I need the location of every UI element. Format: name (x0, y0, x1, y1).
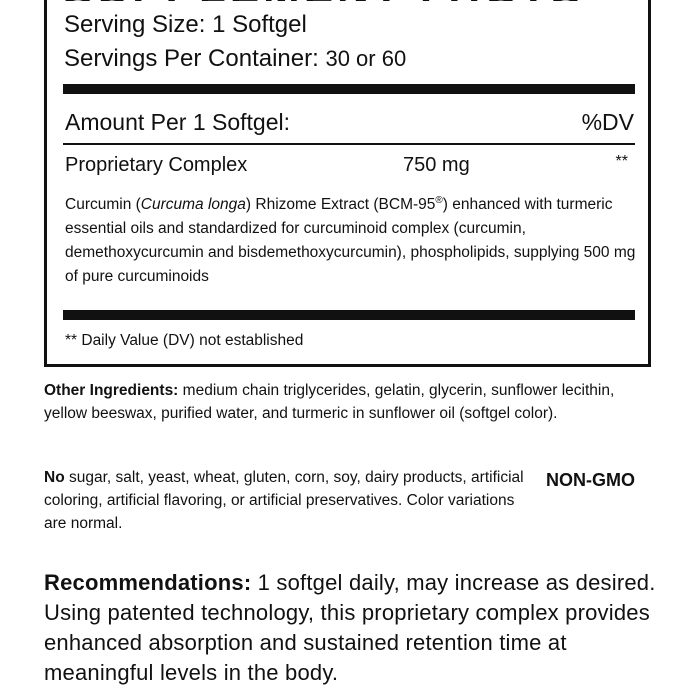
supplement-facts-panel (44, 0, 651, 367)
recommendations (44, 568, 664, 688)
registered-mark: ® (435, 195, 443, 206)
recommendations-text: 1 softgel daily, may increase as desired. Using patented technology, this proprietary complex provides enhanced absorption and sustained retention time at meaningful levels in the body. (44, 570, 656, 685)
ingredient-amount: 750 mg (403, 154, 470, 176)
thin-divider (63, 143, 635, 145)
daily-value-header: %DV (581, 109, 634, 135)
servings-per-container-value: 30 or 60 (325, 46, 407, 71)
thick-divider-top (63, 84, 635, 94)
description-part-2: ) Rhizome Extract (BCM-95 (245, 196, 436, 214)
description-part-1: Curcumin ( (65, 196, 141, 214)
description-part-3: ) enhanced with turmeric essential oils and standardized for curcuminoid complex (curcumin, demethoxycurcumin and bisdemethoxycurcumin), phospholipids, supplying 500 mg of pure curcuminoids (65, 196, 636, 286)
servings-per-container (64, 45, 406, 73)
other-ingredients (44, 379, 634, 425)
other-ingredients-text: medium chain triglycerides, gelatin, glycerin, sunflower lecithin, yellow beeswax, purified water, and turmeric in sunflower oil (softgel color). (44, 382, 615, 422)
amount-per-serving-header: Amount Per 1 Softgel: (65, 109, 291, 135)
panel-title (63, 0, 584, 1)
free-from-label: No (44, 469, 65, 486)
free-from-statement (44, 466, 536, 535)
panel-title-clip (47, 0, 648, 1)
description-botanical-name: Curcuma longa (140, 196, 246, 214)
dv-footnote: ** Daily Value (DV) not established (65, 332, 304, 349)
servings-per-container-label: Servings Per Container: (64, 45, 319, 72)
non-gmo-badge: NON-GMO (546, 470, 635, 490)
ingredient-dv: ** (615, 153, 628, 170)
ingredient-description (65, 189, 645, 289)
other-ingredients-label: Other Ingredients: (44, 382, 179, 399)
free-from-text: sugar, salt, yeast, wheat, gluten, corn, soy, dairy products, artificial coloring, artificial flavoring, or artificial preservatives. Color variations are normal. (44, 469, 524, 532)
ingredient-name: Proprietary Complex (65, 154, 248, 176)
serving-size: Serving Size: 1 Softgel (64, 11, 307, 38)
thick-divider-bottom (63, 310, 635, 320)
recommendations-label: Recommendations: (44, 570, 252, 595)
